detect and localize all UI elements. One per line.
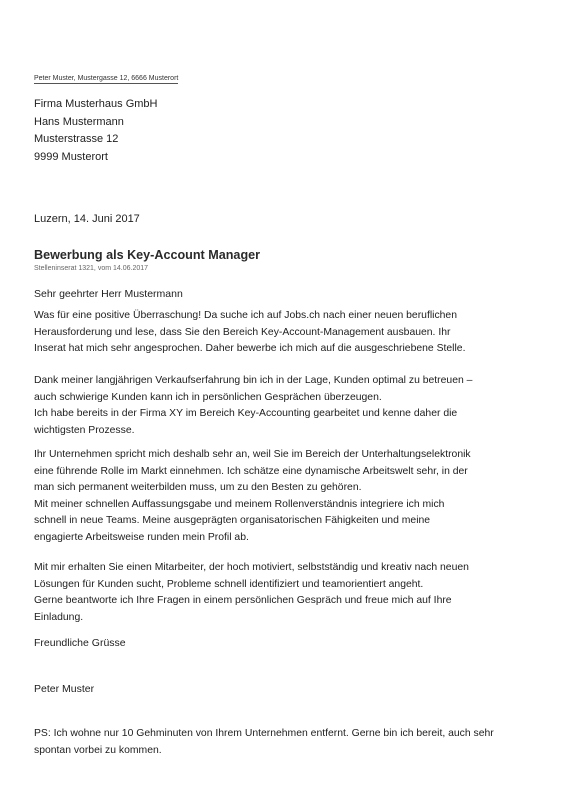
recipient-address-block bbox=[34, 96, 157, 166]
paragraph-line: man sich permanent weiterbilden muss, um zu den Besten zu gehören. bbox=[34, 482, 362, 494]
paragraph-line: Ich habe bereits in der Firma XY im Bereich Key-Accounting gearbeitet und kenne daher die bbox=[34, 408, 458, 420]
body-paragraph-2 bbox=[34, 373, 472, 439]
paragraph-line: Mit meiner schnellen Auffassungsgabe und meinem Rollenverständnis integriere ich mich bbox=[34, 498, 445, 510]
body-paragraph-3 bbox=[34, 447, 471, 547]
paragraph-line: Einladung. bbox=[34, 611, 84, 623]
paragraph-line: eine führende Rolle im Markt einnehmen. Ich schätze eine dynamische Arbeitswelt sehr, in der bbox=[34, 465, 468, 477]
paragraph-line: engagierte Arbeitsweise runden mein Profil ab. bbox=[34, 531, 249, 543]
recipient-company: Firma Musterhaus GmbH bbox=[34, 98, 158, 110]
paragraph-line: auch schwierige Kunden kann ich in persönlichen Gesprächen überzeugen. bbox=[34, 391, 382, 403]
paragraph-line: Was für eine positive Überraschung! Da suche ich auf Jobs.ch nach einer neuen beruflichen bbox=[34, 310, 457, 321]
paragraph-line: Mit mir erhalten Sie einen Mitarbeiter, der hoch motiviert, selbstständig und kreativ nach neuen bbox=[34, 562, 469, 573]
salutation: Sehr geehrter Herr Mustermann bbox=[34, 288, 183, 300]
paragraph-line: Inserat hat mich sehr angesprochen. Daher bewerbe ich mich auf die ausgeschriebene Stelle. bbox=[34, 343, 466, 355]
postscript bbox=[34, 726, 494, 759]
letter-subject: Bewerbung als Key-Account Manager bbox=[34, 248, 261, 262]
job-reference: Stelleninserat 1321, vom 14.06.2017 bbox=[34, 265, 149, 272]
recipient-street: Musterstrasse 12 bbox=[34, 133, 119, 146]
paragraph-line: wichtigsten Prozesse. bbox=[34, 424, 135, 436]
recipient-name: Hans Mustermann bbox=[34, 115, 124, 128]
signature-name: Peter Muster bbox=[34, 683, 95, 695]
paragraph-line: schnell in neue Teams. Meine ausgeprägten organisatorischen Fähigkeiten und meine bbox=[34, 515, 431, 527]
paragraph-line: Herausforderung und lese, dass Sie den Bereich Key-Account-Management ausbauen. Ihr bbox=[34, 326, 451, 338]
recipient-city: 9999 Musterort bbox=[34, 150, 108, 163]
body-paragraph-4 bbox=[34, 560, 469, 626]
paragraph-line: Ihr Unternehmen spricht mich deshalb sehr an, weil Sie im Bereich der Unterhaltungselektronik bbox=[34, 449, 471, 460]
postscript-line: spontan vorbei zu kommen. bbox=[34, 744, 162, 756]
paragraph-line: Gerne beantworte ich Ihre Fragen in einem persönlichen Gespräch und freue mich auf Ihre bbox=[34, 595, 452, 607]
closing-greeting: Freundliche Grüsse bbox=[34, 637, 126, 649]
postscript-line: PS: Ich wohne nur 10 Gehminuten von Ihrem Unternehmen entfernt. Gerne bin ich bereit, auch sehr bbox=[34, 728, 494, 739]
letter-date: Luzern, 14. Juni 2017 bbox=[34, 213, 140, 225]
body-paragraph-1 bbox=[34, 308, 465, 358]
paragraph-line: Dank meiner langjährigen Verkaufserfahrung bin ich in der Lage, Kunden optimal zu betreuen – bbox=[34, 375, 473, 386]
sender-address-line: Peter Muster, Mustergasse 12, 6666 Musterort bbox=[34, 75, 179, 82]
paragraph-line: Lösungen für Kunden sucht, Probleme schnell identifiziert und teamorientiert angeht. bbox=[34, 578, 424, 590]
